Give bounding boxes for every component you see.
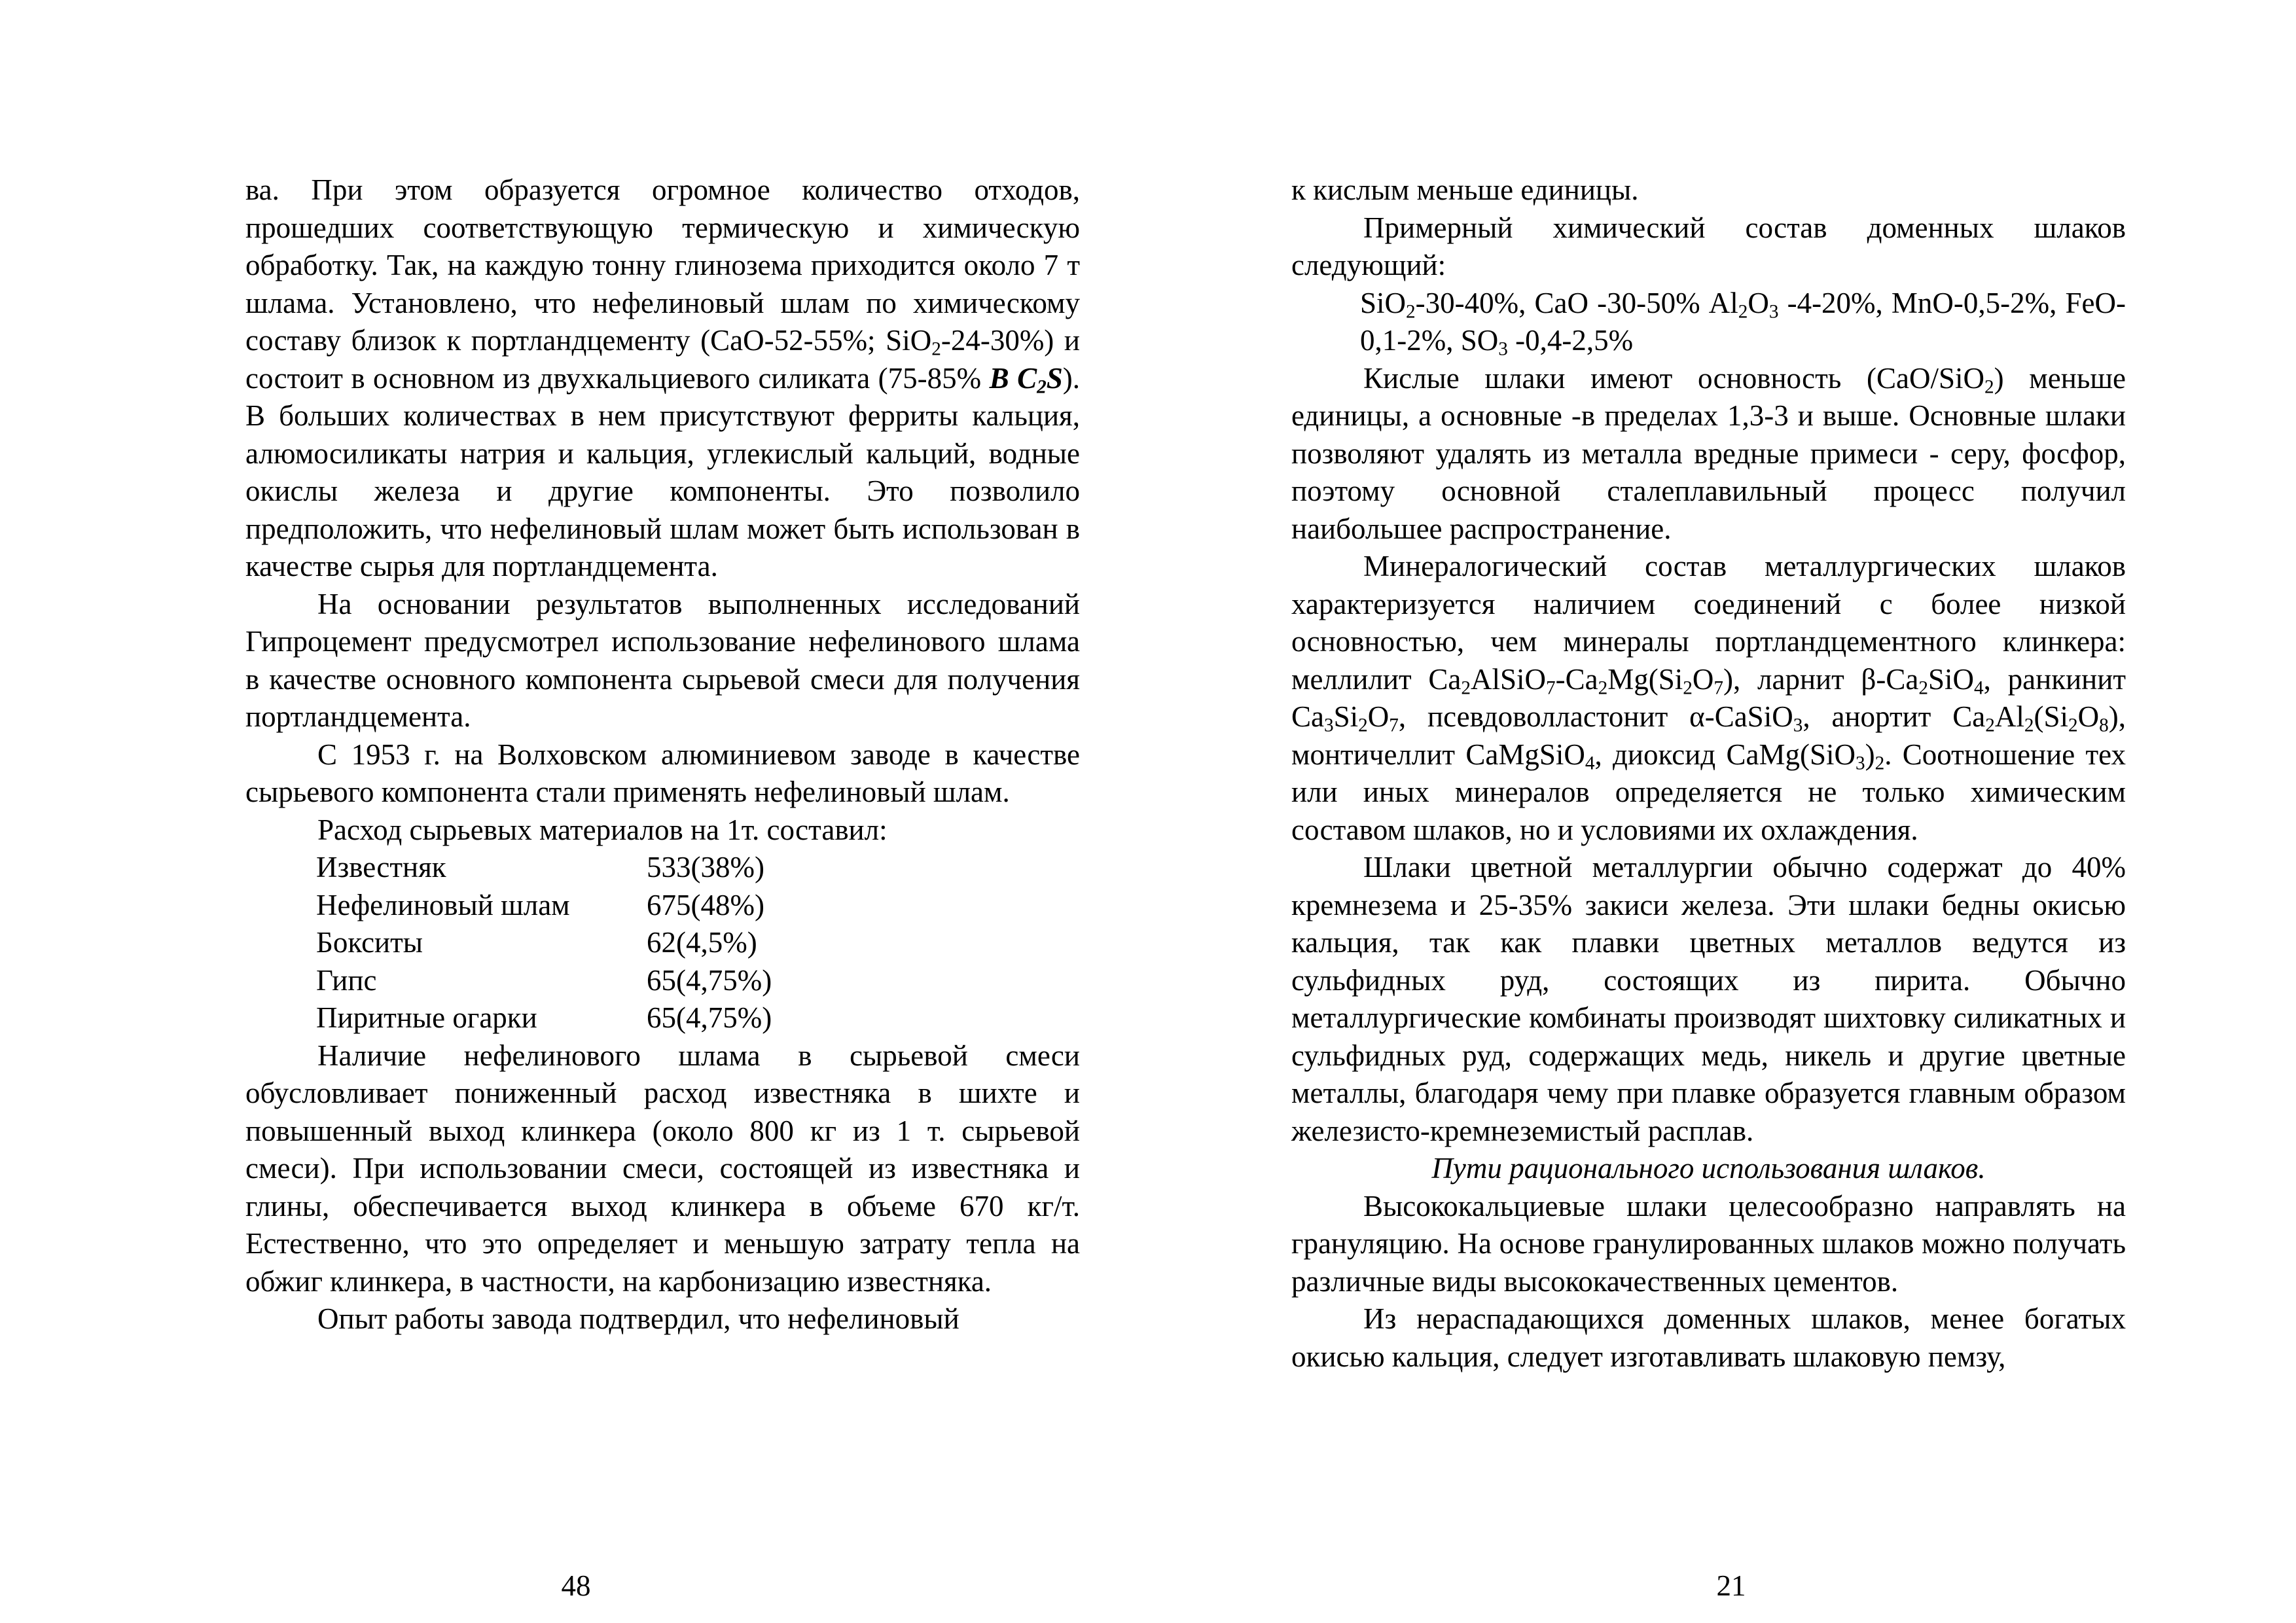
- table-row: Гипс 65(4,75%): [316, 963, 772, 997]
- right-page-number: 21: [1716, 1569, 1746, 1602]
- left-paragraph-4: Расход сырьевых материалов на 1т. составил:: [317, 813, 888, 846]
- table-row: Бокситы 62(4,5%): [316, 926, 757, 959]
- left-paragraph-1: ва. При этом образуется огромное количество отходов, прошедших соответствующую термическую и химическую обработку. Так, на каждую тонну глинозема приходится около 7 т шлама. Установлено, что нефелиновый шлам по химическому составу близок к портландцементу (СаО-52-55%; SiO$_2$-24-30%) и состоит в основном из двухкальциевого силиката (75-85% В $С_2S$). В больших количествах в нем присутствуют ферриты кальция, алюмосиликаты натрия и кальция, углекислый кальций, водные окислы железа и другие компоненты. Это позволило предположить, что нефелиновый шлам может быть использован в качестве сырья для портландцемента.: [245, 173, 1080, 582]
- left-page: [245, 171, 1080, 1338]
- left-page-number: 48: [561, 1569, 591, 1602]
- right-page: [1291, 171, 2126, 1376]
- right-paragraph-4: Минералогический состав металлургических шлаков характеризуется наличием соединений с более низкой основностью, чем минералы портландцементного клинкера: меллилит $Ca_2AlSiO_7-Ca_2Mg(Si_2O_7)$, ларнит $\beta-Ca_2SiO_4$, ранкинит $Ca_3Si_2O_7$, псевдоволластонит α-CaSiO$_3$, анортит $Ca_2Al_2(Si_2O_8)$, монтичеллит CaMgSiO$_4$, диоксид $CaMg(SiO_3)_2$. Соотношение тех или иных минералов определяется не только химическим составом шлаков, но и условиями их охлаждения.: [1291, 550, 2126, 846]
- left-paragraph-2: На основании результатов выполненных исследований Гипроцемент предусмотрел использование нефелинового шлама в качестве основного компонента сырьевой смеси для получения портландцемента.: [245, 587, 1080, 733]
- right-paragraph-5: Шлаки цветной металлургии обычно содержат до 40% кремнезема и 25-35% закиси железа. Эти шлаки бедны окисью кальция, так как плавки цветных металлов ведутся из сульфидных руд, состоящих из пирита. Обычно металлургические комбинаты производят шихтовку силикатных и сульфидных руд, содержащих медь, никель и другие цветные металлы, благодаря чему при плавке образуется главным образом железисто-кремнеземистый расплав.: [1291, 851, 2126, 1147]
- right-paragraph-6: Высококальциевые шлаки целесообразно направлять на грануляцию. На основе гранулированных шлаков можно получать различные виды высококачественных цементов.: [1291, 1189, 2126, 1298]
- left-paragraph-3: С 1953 г. на Волховском алюминиевом заводе в качестве сырьевого компонента стали применять нефелиновый шлам.: [245, 738, 1080, 808]
- table-row: Известняк 533(38%): [316, 851, 764, 883]
- table-row: Пиритные огарки 65(4,75%): [316, 1001, 772, 1034]
- right-paragraph-3: Кислые шлаки имеют основность (СаО/SiO$_2$) меньше единицы, а основные -в пределах 1,3-3 и выше. Основные шлаки позволяют удалять из металла вредные примеси - серу, фосфор, поэтому основной сталеплавильный процесс получил наибольшее распространение.: [1291, 361, 2126, 545]
- right-paragraph-1: к кислым меньше единицы.: [1291, 173, 1639, 206]
- table-row: Нефелиновый шлам 675(48%): [316, 888, 764, 921]
- left-paragraph-6: Опыт работы завода подтвердил, что нефелиновый: [317, 1302, 960, 1335]
- section-heading: Пути рационального использования шлаков.: [1431, 1152, 1986, 1185]
- left-paragraph-5: Наличие нефелинового шлама в сырьевой смеси обусловливает пониженный расход известняка в шихте и повышенный выход клинкера (около 800 кг из 1 т. сырьевой смеси). При использовании смеси, состоящей из известняка и глины, обеспечивается выход клинкера в объеме 670 кг/т. Естественно, что это определяет и меньшую затрату тепла на обжиг клинкера, в частности, на карбонизацию известняка.: [245, 1039, 1080, 1298]
- composition-formula: SiO$_2$-30-40%, СаО -30-50% $Al_2O_3$ -4-20%, MnO-0,5-2%, FeO-0,1-2%, $SO_3$ -0,4-2,5%: [1360, 286, 2126, 360]
- right-paragraph-2: Примерный химический состав доменных шлаков следующий:: [1291, 211, 2126, 281]
- right-paragraph-7: Из нераспадающихся доменных шлаков, менее богатых окисью кальция, следует изготавливать шлаковую пемзу,: [1291, 1302, 2126, 1373]
- materials-table: [316, 849, 772, 1037]
